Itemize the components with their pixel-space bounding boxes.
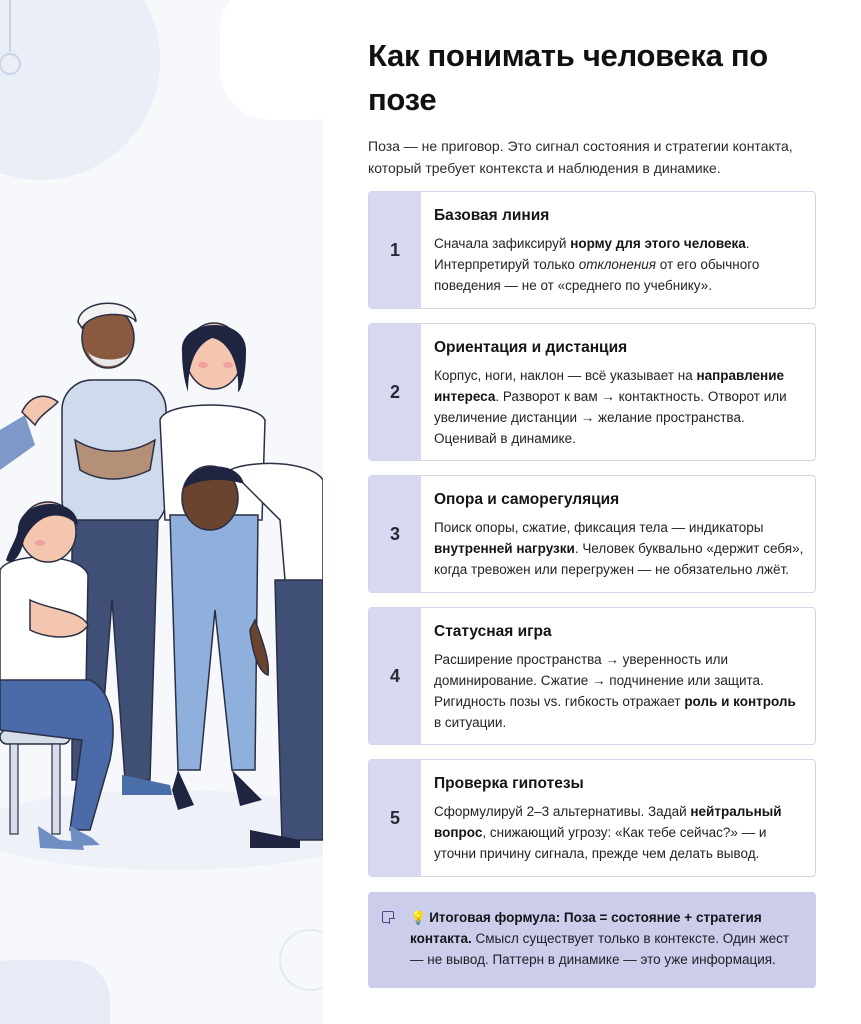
card-body: [434, 774, 805, 864]
summary-text: [410, 907, 805, 970]
card-5: [368, 759, 816, 877]
card-body: [434, 622, 805, 733]
card-4: [368, 607, 816, 745]
card-heading: Ориентация и дистанция: [434, 339, 628, 356]
card-body: [434, 490, 805, 580]
card-2: [368, 323, 816, 461]
card-number: 3: [369, 476, 421, 592]
card-body: [434, 206, 805, 296]
lead-paragraph: Поза — не приговор. Это сигнал состояния и стратегии контакта, который требует контекста и наблюдения в динамике.: [368, 138, 793, 176]
card-3: [368, 475, 816, 593]
card-number: 2: [369, 324, 421, 460]
note-icon: [382, 911, 394, 923]
card-text: Сформулируй 2–3 альтернативы. Задай нейтральный вопрос, снижающий угрозу: «Как тебе сейчас?» — и уточни причину сигнала, прежде чем делать вывод.: [434, 804, 782, 861]
summary-formula: Итоговая формула: Поза = состояние + стратегия контакта.: [410, 910, 762, 946]
people-illustration: [0, 0, 323, 1024]
summary-box: [368, 892, 816, 988]
illustration-svg: [0, 0, 323, 1024]
card-1: [368, 191, 816, 309]
card-heading: Базовая линия: [434, 207, 550, 224]
summary-body: Смысл существует только в контексте. Один жест — не вывод. Паттерн в динамике — это уже информация.: [410, 931, 790, 967]
card-heading: Статусная игра: [434, 623, 552, 640]
card-heading: Проверка гипотезы: [434, 775, 584, 792]
card-number: 4: [369, 608, 421, 744]
card-heading: Опора и саморегуляция: [434, 491, 620, 508]
card-text: Расширение пространства → уверенность или доминирование. Сжатие → подчинение или защита. Ригидность позы vs. гибкость отражает роль и контроль в ситуации.: [434, 652, 796, 730]
card-body: [434, 338, 805, 449]
card-number: 5: [369, 760, 421, 876]
card-text: Корпус, ноги, наклон — всё указывает на направление интереса. Разворот к вам → контактность. Отворот или увеличение дистанции → желание пространства. Оценивай в динамике.: [434, 368, 787, 446]
page-title: Как понимать человека по позе: [368, 38, 768, 117]
card-text: Сначала зафиксируй норму для этого человека. Интерпретируй только отклонения от его обычного поведения — не от «среднего по учебнику».: [434, 236, 760, 293]
card-number: 1: [369, 192, 421, 308]
lightbulb-icon: 💡: [410, 910, 427, 925]
card-text: Поиск опоры, сжатие, фиксация тела — индикаторы внутренней нагрузки. Человек буквально «держит себя», когда тревожен или перегружен — не обязательно лжёт.: [434, 520, 804, 577]
